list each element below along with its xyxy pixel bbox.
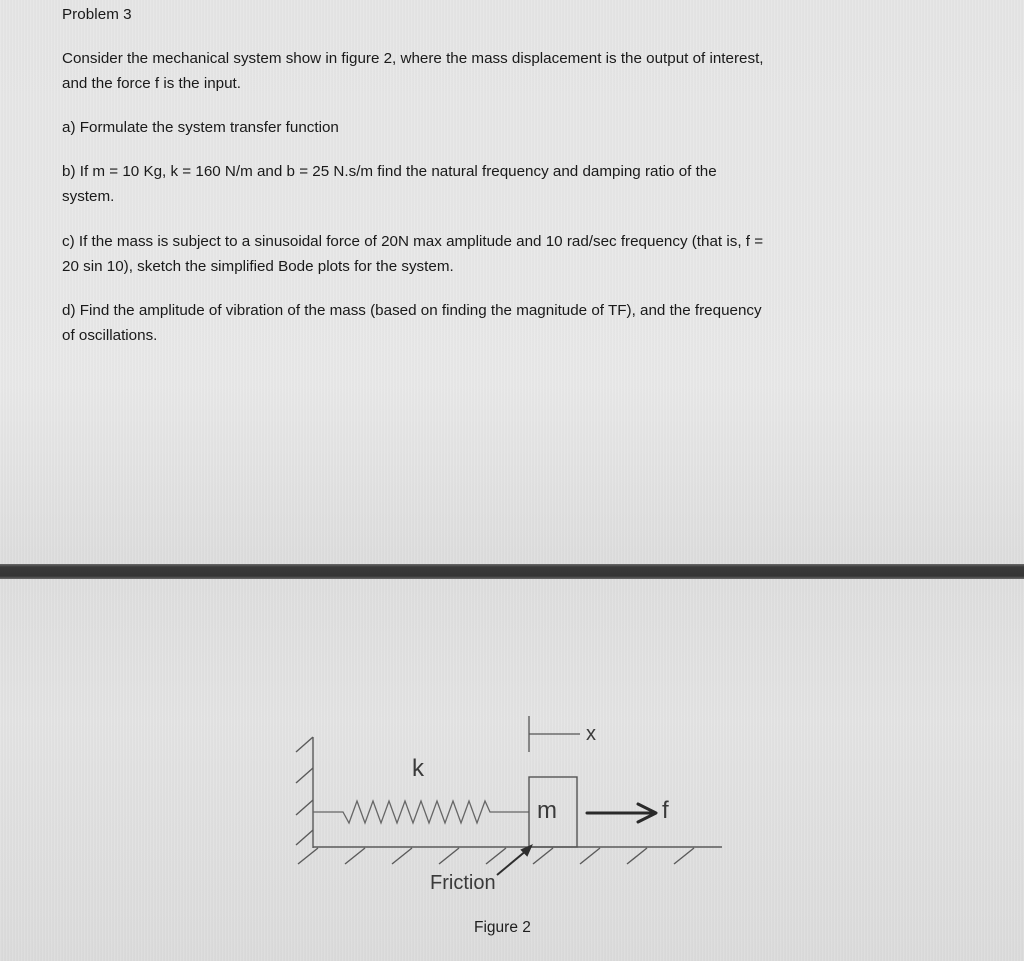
wall bbox=[296, 737, 313, 848]
mass-label: m bbox=[537, 797, 557, 824]
intro-line-1: Consider the mechanical system show in figure 2, where the mass displacement is the output of interest, bbox=[62, 50, 764, 67]
spring-label: k bbox=[412, 755, 424, 782]
displacement-marker bbox=[529, 716, 580, 752]
part-c-line-1: c) If the mass is subject to a sinusoidal force of 20N max amplitude and 10 rad/sec frequency (that is, f = bbox=[62, 233, 764, 250]
part-d-line-2: of oscillations. bbox=[62, 327, 158, 344]
part-b-line-1: b) If m = 10 Kg, k = 160 N/m and b = 25 N.s/m find the natural frequency and damping ratio of the bbox=[62, 163, 717, 180]
intro-line-2: and the force f is the input. bbox=[62, 75, 241, 92]
part-b-line-2: system. bbox=[62, 188, 115, 205]
figure-caption: Figure 2 bbox=[474, 919, 531, 936]
displacement-label: x bbox=[586, 723, 596, 745]
part-a-line-1: a) Formulate the system transfer function bbox=[62, 119, 339, 136]
force-label: f bbox=[662, 797, 669, 824]
force-arrow bbox=[587, 804, 656, 822]
part-c-line-2: 20 sin 10), sketch the simplified Bode plots for the system. bbox=[62, 258, 454, 275]
spring bbox=[313, 801, 529, 823]
ground bbox=[298, 847, 722, 864]
friction-label: Friction bbox=[430, 872, 496, 894]
part-d-line-1: d) Find the amplitude of vibration of the mass (based on finding the magnitude of TF), and the frequency bbox=[62, 302, 762, 319]
problem-title: Problem 3 bbox=[62, 6, 132, 23]
